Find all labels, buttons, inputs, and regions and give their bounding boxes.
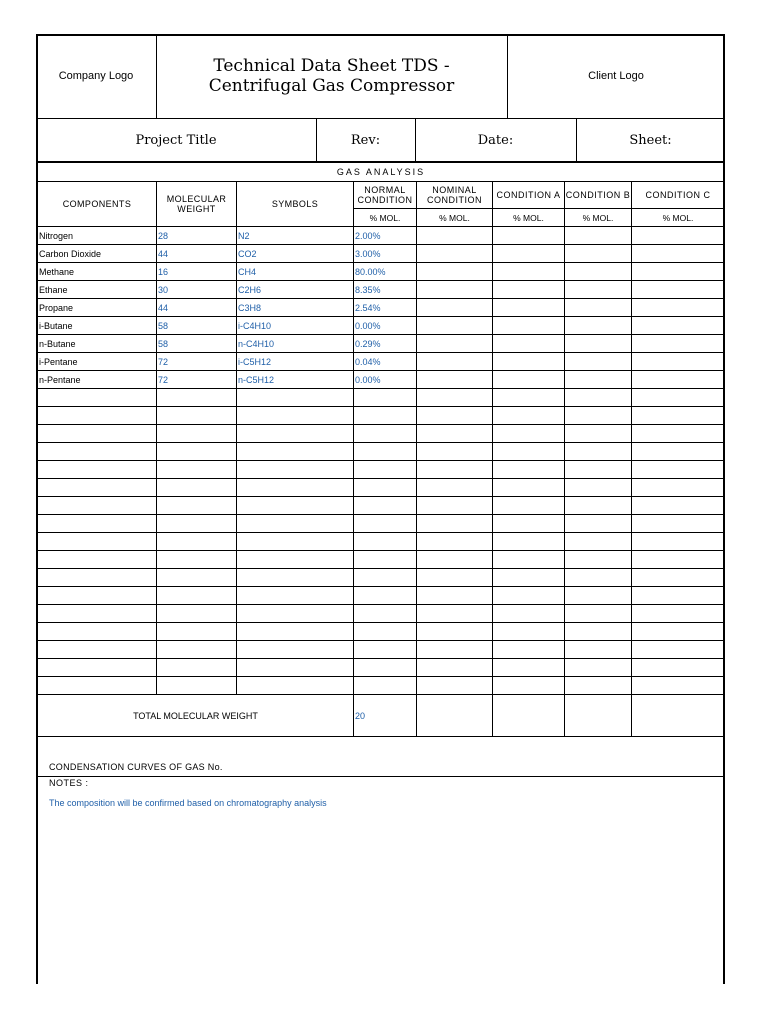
component-name: Propane: [38, 299, 157, 317]
notes-text: The composition will be confirmed based on chromatography analysis: [49, 798, 327, 808]
molecular-weight: [157, 641, 237, 659]
normal-condition-value: 8.35%: [354, 281, 417, 299]
normal-condition-value: [354, 443, 417, 461]
total-molecular-weight-value: 20: [354, 695, 417, 737]
component-name: i-Pentane: [38, 353, 157, 371]
table-row: [38, 659, 725, 677]
component-name: n-Pentane: [38, 371, 157, 389]
symbol: [237, 623, 354, 641]
nominal-condition-value: [417, 443, 493, 461]
total-molecular-weight-label: TOTAL MOLECULAR WEIGHT: [38, 695, 354, 737]
client-logo: Client Logo: [588, 70, 644, 82]
molecular-weight: [157, 551, 237, 569]
normal-condition-value: [354, 659, 417, 677]
component-name: [38, 569, 157, 587]
molecular-weight: 44: [157, 245, 237, 263]
molecular-weight: [157, 623, 237, 641]
table-row: [38, 299, 725, 317]
title-line-1: Technical Data Sheet TDS -: [213, 56, 450, 76]
condition-a-value: [493, 497, 565, 515]
condition-a-value: [493, 407, 565, 425]
table-row: [38, 677, 725, 695]
condition-b-value: [565, 533, 632, 551]
table-row: [38, 461, 725, 479]
condition-c-value: [632, 659, 725, 677]
table-row: [38, 515, 725, 533]
header-normal-condition: NORMAL CONDITION: [354, 182, 417, 209]
table-row: [38, 497, 725, 515]
condition-b-value: [565, 461, 632, 479]
unit-nominal: % MOL.: [417, 209, 493, 227]
condition-a-value: [493, 425, 565, 443]
condition-c-value: [632, 641, 725, 659]
header-molecular-weight: MOLECULAR WEIGHT: [157, 182, 237, 227]
sheet-label: Sheet:: [629, 132, 672, 148]
normal-condition-value: [354, 533, 417, 551]
normal-condition-value: 2.54%: [354, 299, 417, 317]
condition-a-value: [493, 227, 565, 245]
table-row: [38, 479, 725, 497]
nominal-condition-value: [417, 641, 493, 659]
condition-b-value: [565, 623, 632, 641]
table-row: [38, 407, 725, 425]
molecular-weight: [157, 443, 237, 461]
condition-c-value: [632, 335, 725, 353]
nominal-condition-value: [417, 533, 493, 551]
condition-c-value: [632, 497, 725, 515]
condition-a-value: [493, 641, 565, 659]
nominal-condition-value: [417, 317, 493, 335]
condition-b-value: [565, 641, 632, 659]
table-row: [38, 605, 725, 623]
symbol: i-C4H10: [237, 317, 354, 335]
component-name: [38, 587, 157, 605]
molecular-weight: 58: [157, 317, 237, 335]
nominal-condition-value: [417, 497, 493, 515]
molecular-weight: [157, 407, 237, 425]
condition-c-value: [632, 551, 725, 569]
condition-c-value: [632, 605, 725, 623]
condition-b-value: [565, 659, 632, 677]
nominal-condition-value: [417, 515, 493, 533]
symbol: C2H6: [237, 281, 354, 299]
condition-a-value: [493, 371, 565, 389]
condition-a-value: [493, 659, 565, 677]
normal-condition-value: 0.04%: [354, 353, 417, 371]
component-name: [38, 623, 157, 641]
nominal-condition-value: [417, 227, 493, 245]
condition-a-value: [493, 623, 565, 641]
component-name: [38, 551, 157, 569]
symbol: N2: [237, 227, 354, 245]
table-row: [38, 425, 725, 443]
table-row: [38, 641, 725, 659]
component-name: [38, 497, 157, 515]
symbol: C3H8: [237, 299, 354, 317]
condition-c-value: [632, 569, 725, 587]
condition-c-value: [632, 263, 725, 281]
normal-condition-value: [354, 479, 417, 497]
condition-a-value: [493, 281, 565, 299]
condition-c-value: [632, 353, 725, 371]
molecular-weight: [157, 461, 237, 479]
condition-a-value: [493, 263, 565, 281]
condition-b-value: [565, 677, 632, 695]
component-name: Carbon Dioxide: [38, 245, 157, 263]
molecular-weight: [157, 497, 237, 515]
table-row: [38, 317, 725, 335]
condition-a-value: [493, 677, 565, 695]
normal-condition-value: 80.00%: [354, 263, 417, 281]
condition-b-value: [565, 443, 632, 461]
condition-c-value: [632, 371, 725, 389]
normal-condition-value: [354, 551, 417, 569]
normal-condition-value: [354, 641, 417, 659]
molecular-weight: 30: [157, 281, 237, 299]
header-condition-c: CONDITION C: [632, 182, 725, 209]
nominal-condition-value: [417, 587, 493, 605]
component-name: i-Butane: [38, 317, 157, 335]
condition-b-value: [565, 605, 632, 623]
component-name: [38, 407, 157, 425]
condition-a-value: [493, 533, 565, 551]
component-name: [38, 533, 157, 551]
component-name: [38, 443, 157, 461]
symbol: CH4: [237, 263, 354, 281]
nominal-condition-value: [417, 263, 493, 281]
symbol: [237, 407, 354, 425]
condition-c-value: [632, 443, 725, 461]
molecular-weight: [157, 659, 237, 677]
date-label: Date:: [477, 132, 514, 148]
condition-a-value: [493, 353, 565, 371]
table-row: [38, 389, 725, 407]
document-title: [156, 34, 507, 118]
condition-c-value: [632, 227, 725, 245]
molecular-weight: [157, 677, 237, 695]
nominal-condition-value: [417, 569, 493, 587]
symbol: [237, 659, 354, 677]
nominal-condition-value: [417, 479, 493, 497]
component-name: [38, 389, 157, 407]
symbol: [237, 443, 354, 461]
table-row: [38, 587, 725, 605]
condition-b-value: [565, 551, 632, 569]
component-name: [38, 461, 157, 479]
symbol: n-C5H12: [237, 371, 354, 389]
gas-analysis-title: GAS ANALYSIS: [38, 163, 725, 182]
table-cell: [493, 695, 565, 737]
molecular-weight: 44: [157, 299, 237, 317]
condition-b-value: [565, 245, 632, 263]
table-row: [38, 551, 725, 569]
normal-condition-value: [354, 587, 417, 605]
condition-b-value: [565, 479, 632, 497]
title-line-2: Centrifugal Gas Compressor: [208, 76, 455, 96]
condition-a-value: [493, 335, 565, 353]
table-row: [38, 263, 725, 281]
header-condition-a: CONDITION A: [493, 182, 565, 209]
symbol: [237, 605, 354, 623]
condition-c-value: [632, 587, 725, 605]
condition-a-value: [493, 551, 565, 569]
component-name: [38, 677, 157, 695]
symbol: [237, 425, 354, 443]
normal-condition-value: [354, 407, 417, 425]
condition-b-value: [565, 515, 632, 533]
notes-label: NOTES :: [49, 778, 89, 788]
condition-b-value: [565, 587, 632, 605]
condition-b-value: [565, 353, 632, 371]
nominal-condition-value: [417, 407, 493, 425]
condition-c-value: [632, 425, 725, 443]
normal-condition-value: 0.00%: [354, 371, 417, 389]
condition-c-value: [632, 479, 725, 497]
condition-a-value: [493, 515, 565, 533]
unit-condition-c: % MOL.: [632, 209, 725, 227]
company-logo: Company Logo: [58, 70, 134, 82]
nominal-condition-value: [417, 551, 493, 569]
rev-label: Rev:: [350, 132, 381, 148]
condition-b-value: [565, 497, 632, 515]
table-cell: [632, 695, 725, 737]
unit-condition-b: % MOL.: [565, 209, 632, 227]
table-row: [38, 623, 725, 641]
symbol: [237, 587, 354, 605]
table-row: [38, 227, 725, 245]
component-name: [38, 659, 157, 677]
molecular-weight: 28: [157, 227, 237, 245]
table-row: [38, 353, 725, 371]
normal-condition-value: [354, 515, 417, 533]
molecular-weight: 72: [157, 353, 237, 371]
normal-condition-value: 3.00%: [354, 245, 417, 263]
table-row: [38, 281, 725, 299]
nominal-condition-value: [417, 281, 493, 299]
symbol: [237, 515, 354, 533]
condition-a-value: [493, 443, 565, 461]
molecular-weight: 16: [157, 263, 237, 281]
nominal-condition-value: [417, 677, 493, 695]
symbol: i-C5H12: [237, 353, 354, 371]
normal-condition-value: 0.00%: [354, 317, 417, 335]
molecular-weight: [157, 479, 237, 497]
nominal-condition-value: [417, 353, 493, 371]
table-cell: [417, 695, 493, 737]
normal-condition-value: [354, 569, 417, 587]
table-row: [38, 569, 725, 587]
normal-condition-value: 2.00%: [354, 227, 417, 245]
molecular-weight: [157, 533, 237, 551]
condition-c-value: [632, 533, 725, 551]
symbol: [237, 497, 354, 515]
condition-b-value: [565, 335, 632, 353]
normal-condition-value: [354, 389, 417, 407]
condition-a-value: [493, 587, 565, 605]
component-name: [38, 641, 157, 659]
condition-a-value: [493, 245, 565, 263]
condition-b-value: [565, 389, 632, 407]
nominal-condition-value: [417, 371, 493, 389]
component-name: [38, 479, 157, 497]
normal-condition-value: [354, 605, 417, 623]
molecular-weight: [157, 515, 237, 533]
symbol: CO2: [237, 245, 354, 263]
condition-a-value: [493, 605, 565, 623]
unit-normal: % MOL.: [354, 209, 417, 227]
nominal-condition-value: [417, 605, 493, 623]
header-condition-b: CONDITION B: [565, 182, 632, 209]
condition-a-value: [493, 479, 565, 497]
normal-condition-value: 0.29%: [354, 335, 417, 353]
component-name: [38, 425, 157, 443]
header-components: COMPONENTS: [38, 182, 157, 227]
molecular-weight: [157, 425, 237, 443]
nominal-condition-value: [417, 389, 493, 407]
molecular-weight: 58: [157, 335, 237, 353]
table-row: [38, 335, 725, 353]
condition-a-value: [493, 389, 565, 407]
condition-b-value: [565, 263, 632, 281]
symbol: [237, 677, 354, 695]
symbol: [237, 551, 354, 569]
symbol: [237, 533, 354, 551]
nominal-condition-value: [417, 659, 493, 677]
table-row: [38, 533, 725, 551]
condition-b-value: [565, 569, 632, 587]
condition-b-value: [565, 281, 632, 299]
condition-c-value: [632, 677, 725, 695]
condition-b-value: [565, 425, 632, 443]
nominal-condition-value: [417, 623, 493, 641]
normal-condition-value: [354, 497, 417, 515]
condition-b-value: [565, 407, 632, 425]
molecular-weight: [157, 587, 237, 605]
condition-b-value: [565, 227, 632, 245]
component-name: [38, 605, 157, 623]
title-block: [36, 34, 725, 162]
condition-b-value: [565, 317, 632, 335]
symbol: [237, 569, 354, 587]
component-name: Nitrogen: [38, 227, 157, 245]
normal-condition-value: [354, 461, 417, 479]
normal-condition-value: [354, 623, 417, 641]
table-row: [38, 371, 725, 389]
normal-condition-value: [354, 677, 417, 695]
condition-a-value: [493, 317, 565, 335]
condition-c-value: [632, 281, 725, 299]
component-name: n-Butane: [38, 335, 157, 353]
condition-a-value: [493, 569, 565, 587]
condition-c-value: [632, 245, 725, 263]
condition-a-value: [493, 461, 565, 479]
gas-rows: [38, 227, 725, 695]
symbol: [237, 479, 354, 497]
condition-a-value: [493, 299, 565, 317]
condition-c-value: [632, 407, 725, 425]
molecular-weight: [157, 389, 237, 407]
table-cell: [565, 695, 632, 737]
molecular-weight: [157, 569, 237, 587]
molecular-weight: 72: [157, 371, 237, 389]
table-row: [38, 245, 725, 263]
condition-c-value: [632, 461, 725, 479]
condition-c-value: [632, 317, 725, 335]
nominal-condition-value: [417, 425, 493, 443]
project-title: Project Title: [135, 132, 217, 148]
gas-analysis-table: [37, 162, 725, 737]
table-row: [38, 443, 725, 461]
molecular-weight: [157, 605, 237, 623]
symbol: [237, 389, 354, 407]
condition-c-value: [632, 515, 725, 533]
header-nominal-condition: NOMINAL CONDITION: [417, 182, 493, 209]
nominal-condition-value: [417, 461, 493, 479]
header-symbols: SYMBOLS: [237, 182, 354, 227]
condition-b-value: [565, 371, 632, 389]
nominal-condition-value: [417, 299, 493, 317]
condensation-curves-label: CONDENSATION CURVES OF GAS No.: [49, 761, 223, 772]
condition-c-value: [632, 389, 725, 407]
nominal-condition-value: [417, 335, 493, 353]
normal-condition-value: [354, 425, 417, 443]
component-name: Ethane: [38, 281, 157, 299]
symbol: [237, 641, 354, 659]
nominal-condition-value: [417, 245, 493, 263]
condition-c-value: [632, 623, 725, 641]
symbol: n-C4H10: [237, 335, 354, 353]
component-name: [38, 515, 157, 533]
condensation-curves-row: [37, 757, 723, 777]
component-name: Methane: [38, 263, 157, 281]
unit-condition-a: % MOL.: [493, 209, 565, 227]
condition-c-value: [632, 299, 725, 317]
symbol: [237, 461, 354, 479]
condition-b-value: [565, 299, 632, 317]
